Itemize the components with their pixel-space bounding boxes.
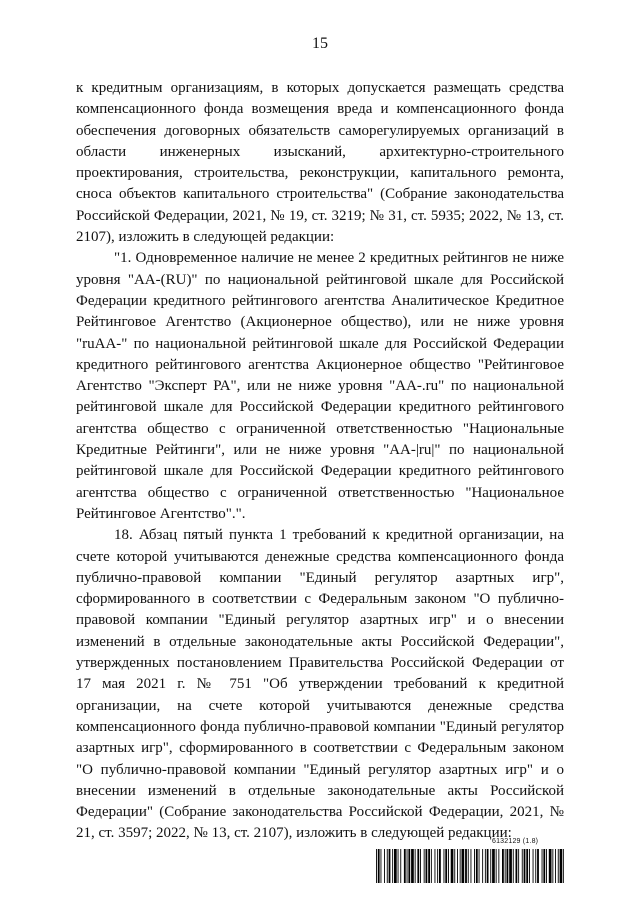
document-code: 6132129 (1.8) xyxy=(492,838,539,845)
barcode-icon xyxy=(376,849,564,883)
paragraph-item-18: 18. Абзац пятый пункта 1 требований к кредитной организации, на счете которой учитываются денежные средства компенсационного фонда публично-правовой компании "Единый регулятор азартных игр", сформированного в соответствии с Федеральным законом "О публично-правовой компании "Единый регулятор азартных игр" и о внесении изменений в отдельные законодательные акты Российской Федерации", утвержденных постановлением Правительства Российской Федерации от 17 мая 2021 г. № 751 "Об утверждении требований к кредитной организации, на счете которой учитываются денежные средства компенсационного фонда публично-правовой компании "Единый регулятор азартных игр", сформированного в соответствии с Федеральным законом "О публично-правовой компании "Единый регулятор азартных игр" и о внесении изменений в отдельные законодательные акты Российской Федерации" (Собрание законодательства Российской Федерации, 2021, № 21, ст. 3597; 2022, № 13, ст. 2107), изложить в следующей редакции: xyxy=(76,527,564,842)
paragraph-continuation: к кредитным организациям, в которых допускается размещать средства компенсационного фонда возмещения вреда и компенсационного фонда обеспечения договорных обязательств саморегулируемых организаций в области инженерных изысканий, архитектурно-строительного проектирования, строительства, реконструкции, капитального ремонта, сноса объектов капитального строительства" (Собрание законодательства Российской Федерации, 2021, № 19, ст. 3219; № 31, ст. 5935; 2022, № 13, ст. 2107), изложить в следующей редакции: xyxy=(76,80,564,246)
document-body xyxy=(76,78,564,845)
paragraph-quoted-amendment: "1. Одновременное наличие не менее 2 кредитных рейтингов не ниже уровня "AA-(RU)" по национальной рейтинговой шкале для Российской Федерации кредитного рейтингового агентства Аналитическое Кредитное Рейтинговое Агентство (Акционерное общество), или не ниже уровня "ruAA-" по национальной рейтинговой шкале для Российской Федерации кредитного рейтингового агентства Акционерное общество "Рейтинговое Агентство "Эксперт РА", или не ниже уровня "AA-.ru" по национальной рейтинговой шкале для Российской Федерации кредитного рейтингового агентства общество с ограниченной ответственностью "Национальные Кредитные Рейтинги", или не ниже уровня "AA-|ru|" по национальной рейтинговой шкале для Российской Федерации кредитного рейтингового агентства общество с ограниченной ответственностью "Национальное Рейтинговое Агентство".". xyxy=(76,250,564,522)
page-number: 15 xyxy=(312,35,328,52)
